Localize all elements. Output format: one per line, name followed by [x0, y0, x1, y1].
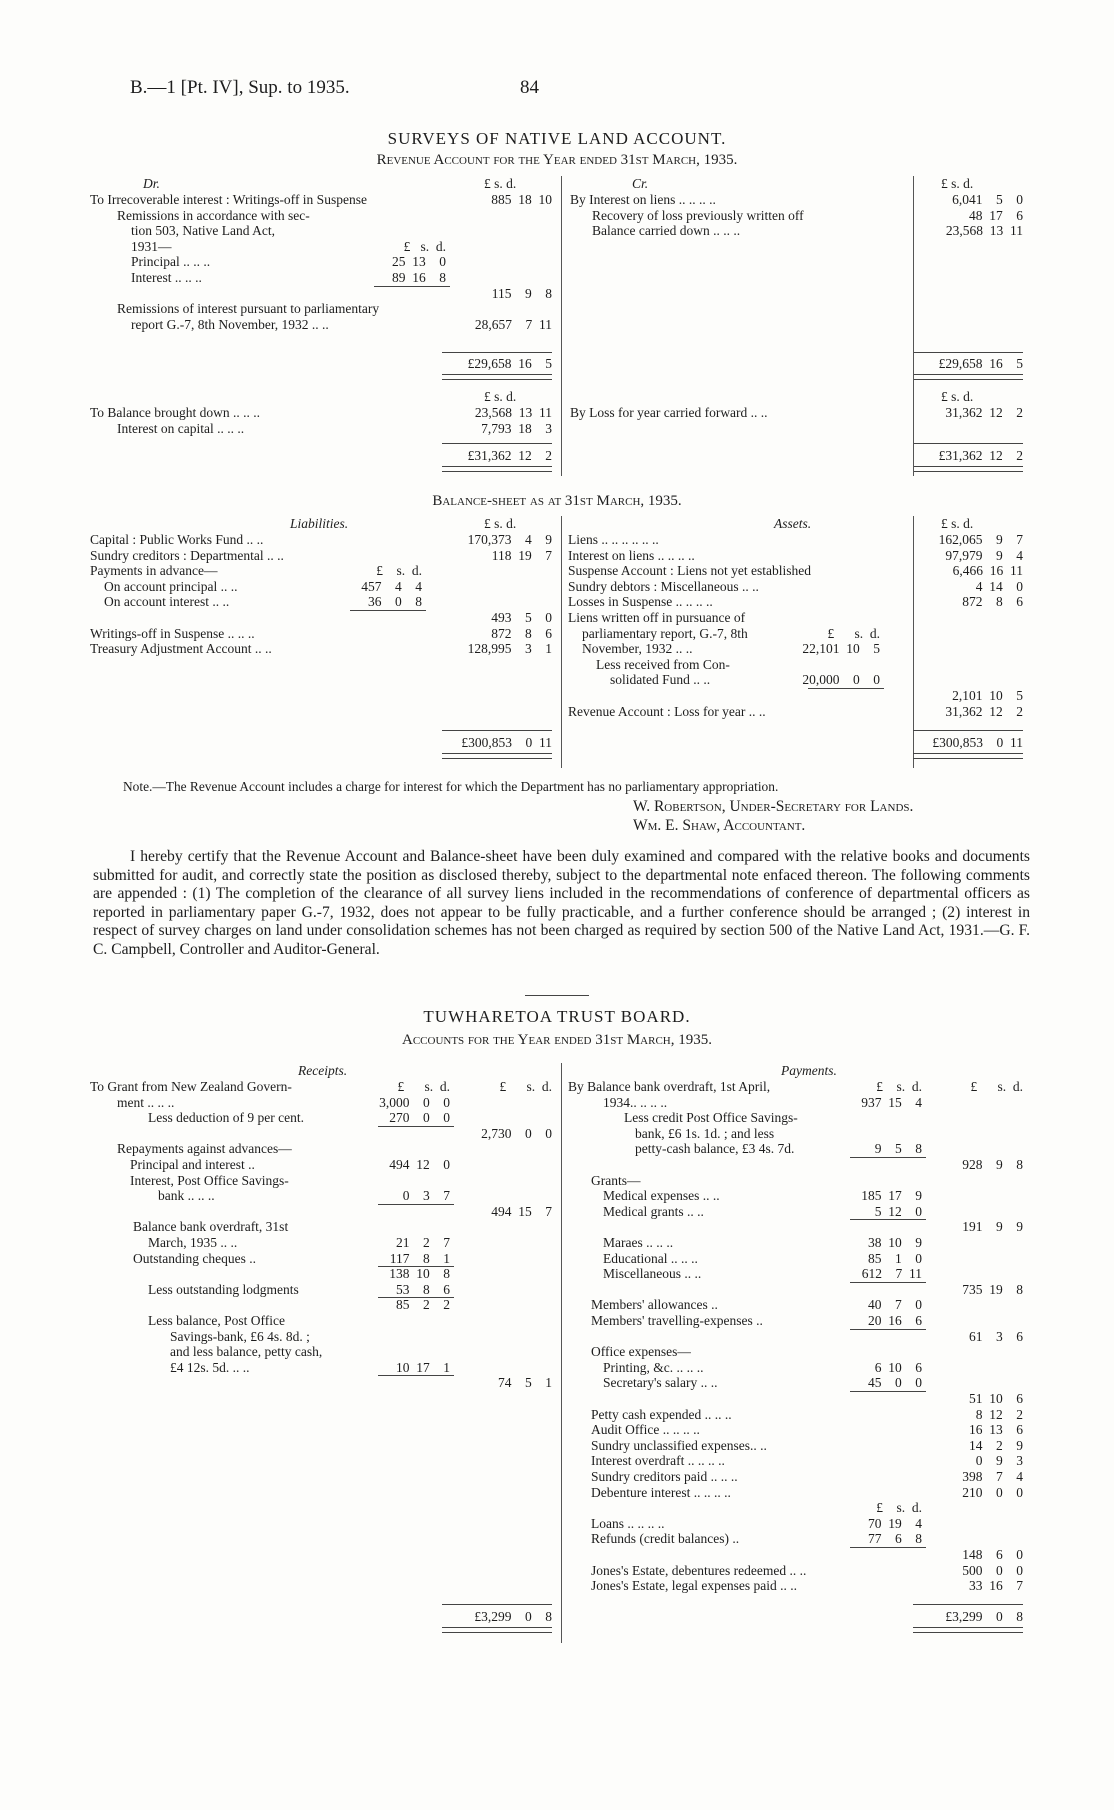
- ledger-label: Interest, Post Office Savings-: [130, 1172, 289, 1188]
- ledger-sub-amount: 89 16 8: [392, 270, 446, 285]
- ledger-sub-amount: 85 2 2: [396, 1297, 450, 1313]
- ledger-label: Less credit Post Office Savings-: [624, 1110, 798, 1126]
- ledger-label: To Grant from New Zealand Govern-: [90, 1079, 292, 1094]
- audit-certificate: I hereby certify that the Revenue Account and Balance-sheet have been duly examined and compared with the relative books and documents submitted for audit, and correctly state the position as disclosed thereby, subject to the departmental note enfaced thereon. The following comments are appended : (1) The completion of the clearance of all survey liens included in the recommendations of conference of departmental officers as reported in parliamentary paper G.-7, 1932, does not appear to be fully practicable, and a further conference should be arranged ; (2) interest in respect of survey charges on land under consolidation schemes has not been charged as required by section 500 of the Native Land Act, 1931.—G. F. C. Campbell, Controller and Auditor-General.: [93, 848, 1030, 958]
- note: Note.—The Revenue Account includes a charge for interest for which the Department has no parliamentary appropriation.: [123, 779, 779, 794]
- ledger-label: Balance carried down .. .. ..: [592, 223, 741, 239]
- ledger-label: Liens .. .. .. .. .. ..: [568, 532, 659, 547]
- ledger-label: Writings-off in Suspense .. .. ..: [90, 625, 255, 641]
- ledger-amount: 31,362 12 2: [945, 405, 1023, 420]
- liabilities-label: Liabilities.: [290, 516, 349, 531]
- ledger-label: Interest .. .. ..: [131, 270, 202, 285]
- ledger-sub-amount: 38 10 9: [868, 1235, 922, 1250]
- ledger-sub-amount: 270 0 0: [389, 1110, 450, 1126]
- ledger-label: bank, £6 1s. 1d. ; and less: [635, 1125, 775, 1141]
- ledger-label: Members' allowances ..: [591, 1297, 718, 1313]
- ledger-label: Losses in Suspense .. .. .. ..: [568, 594, 713, 610]
- ledger-amount: 48 17 6: [969, 207, 1023, 223]
- payments-label: Payments.: [781, 1063, 837, 1078]
- ledger-label: Grants—: [591, 1172, 641, 1188]
- ledger-label: petty-cash balance, £3 4s. 7d.: [635, 1141, 795, 1157]
- ledger-amount: 33 16 7: [969, 1578, 1023, 1594]
- ledger-sub-amount: £ s. d.: [376, 563, 422, 579]
- ledger-label: Savings-bank, £6 4s. 8d. ;: [170, 1328, 310, 1344]
- ledger-amount: 128,995 3 1: [467, 641, 552, 657]
- lsd-heading-2r: £ s. d.: [941, 389, 974, 404]
- ledger-label: Petty cash expended .. .. ..: [591, 1406, 732, 1422]
- ledger-amount: 4 14 0: [975, 578, 1023, 594]
- ledger-amount: 6,466 16 11: [952, 563, 1023, 579]
- ledger-sub-amount: 937 15 4: [861, 1094, 922, 1110]
- ledger-sub-amount: 45 0 0: [868, 1375, 922, 1391]
- ledger-label: Revenue Account : Loss for year .. ..: [568, 703, 766, 719]
- ledger-amount: 6,041 5 0: [952, 192, 1023, 207]
- ledger-amount: 170,373 4 9: [467, 532, 552, 547]
- ledger-label: Less outstanding lodgments: [148, 1281, 299, 1297]
- ledger-amount: 398 7 4: [962, 1469, 1023, 1484]
- ledger-sub-amount: 117 8 1: [389, 1250, 450, 1266]
- ledger-amount: 2,730 0 0: [481, 1125, 552, 1141]
- ledger-label: Maraes .. .. ..: [603, 1235, 674, 1250]
- ledger-sub-amount: 494 12 0: [389, 1157, 450, 1172]
- ledger-label: To Irrecoverable interest : Writings-off in Suspense: [90, 192, 367, 207]
- assets-label: Assets.: [774, 516, 812, 531]
- ledger-label: Members' travelling-expenses ..: [591, 1313, 763, 1328]
- bal-lsd-right: £ s. d.: [941, 516, 974, 531]
- ledger-amount: 885 18 10: [491, 192, 552, 207]
- balance-total-left: £300,853 0 11: [461, 735, 552, 750]
- ledger-sub-amount: 20 16 6: [868, 1313, 922, 1328]
- ledger-label: £4 12s. 5d. .. ..: [170, 1359, 250, 1375]
- ledger-sub-amount: 6 10 6: [874, 1359, 922, 1375]
- ledger-sub-amount: 36 0 8: [368, 594, 422, 610]
- ledger-label: To Balance brought down .. .. ..: [90, 405, 261, 420]
- bal-lsd-left: £ s. d.: [484, 516, 517, 531]
- ledger-label: parliamentary report, G.-7, 8th: [582, 625, 748, 641]
- ledger-sub-amount: 21 2 7: [396, 1235, 450, 1250]
- ledger-label: Principal and interest ..: [130, 1157, 255, 1172]
- ledger-amount: 2,101 10 5: [952, 688, 1023, 703]
- ledger-amount: 210 0 0: [962, 1484, 1023, 1500]
- ledger-label: Remissions in accordance with sec-: [117, 207, 310, 223]
- ledger-label: 1934.. .. .. ..: [603, 1094, 668, 1110]
- ledger-amount: 872 8 6: [962, 594, 1023, 610]
- ledger-label: 1931—: [131, 238, 172, 254]
- ledger-amount: 31,362 12 2: [945, 703, 1023, 719]
- ledger-label: Secretary's salary .. ..: [603, 1375, 718, 1391]
- ledger-sub-amount: 25 13 0: [392, 254, 446, 270]
- ledger-label: tion 503, Native Land Act,: [131, 223, 275, 239]
- ledger-label: Interest on liens .. .. .. ..: [568, 547, 695, 563]
- ledger-label: bank .. .. ..: [158, 1188, 215, 1204]
- ledger-amount: 23,568 13 11: [474, 405, 552, 420]
- ledger-label: Less received from Con-: [596, 656, 730, 672]
- ledger-amount: 872 8 6: [491, 625, 552, 641]
- dr-label: Dr.: [143, 176, 160, 191]
- ledger-sub-amount: £ s. d.: [397, 1079, 450, 1094]
- ledger-label: By Interest on liens .. .. .. ..: [570, 192, 716, 207]
- ledger-amount: 7,793 18 3: [481, 420, 552, 436]
- ledger-sub-amount: 70 19 4: [868, 1515, 922, 1531]
- ledger-sub-amount: 5 12 0: [874, 1203, 922, 1219]
- ledger-amount: 735 19 8: [962, 1281, 1023, 1297]
- ledger-amount: 61 3 6: [969, 1328, 1023, 1344]
- ledger-sub-amount: 22,101 10 5: [802, 641, 880, 657]
- ledger-label: November, 1932 .. ..: [582, 641, 693, 657]
- ledger-amount: 191 9 9: [962, 1219, 1023, 1235]
- ledger-amount: 162,065 9 7: [938, 532, 1023, 547]
- ledger-label: Payments in advance—: [90, 563, 218, 579]
- ledger-label: Repayments against advances—: [117, 1141, 292, 1157]
- ledger-label: Sundry debtors : Miscellaneous .. ..: [568, 578, 759, 594]
- ledger-amount: 23,568 13 11: [945, 223, 1023, 239]
- ledger-amount: 14 2 9: [969, 1437, 1023, 1453]
- ledger-amount: £ s. d.: [970, 1079, 1023, 1094]
- surveys-total-right: £29,658 16 5: [938, 356, 1023, 371]
- ledger-amount: 74 5 1: [498, 1375, 552, 1391]
- ledger-sub-amount: £ s. d.: [876, 1079, 922, 1094]
- ledger-label: Miscellaneous .. ..: [603, 1266, 702, 1282]
- ledger-label: By Loss for year carried forward .. ..: [570, 405, 768, 420]
- ledger-label: Jones's Estate, debentures redeemed .. ..: [591, 1562, 807, 1578]
- ledger-sub-amount: 40 7 0: [868, 1297, 922, 1313]
- ledger-label: Interest on capital .. .. ..: [117, 420, 245, 436]
- ledger-sub-amount: £ s. d.: [827, 625, 880, 641]
- ledger-sub-amount: 3,000 0 0: [379, 1094, 450, 1110]
- ledger-sub-amount: 85 1 0: [868, 1250, 922, 1266]
- ledger-sub-amount: £ s. d.: [403, 238, 446, 254]
- ledger-label: Sundry unclassified expenses.. ..: [591, 1437, 767, 1453]
- ledger-label: Medical expenses .. ..: [603, 1188, 720, 1204]
- ledger-label: Remissions of interest pursuant to parliamentary: [117, 301, 380, 317]
- ledger-amount: 51 10 6: [969, 1391, 1023, 1406]
- ledger-amount: 115 9 8: [491, 285, 552, 301]
- ledger-sub-amount: 612 7 11: [861, 1266, 922, 1282]
- ledger-label: ment .. .. ..: [117, 1094, 175, 1110]
- ledger-amount: 148 6 0: [962, 1547, 1023, 1562]
- ledger-amount: 28,657 7 11: [474, 316, 552, 332]
- ledger-amount: 493 5 0: [491, 610, 552, 625]
- ledger-sub-amount: £ s. d.: [876, 1500, 922, 1516]
- ledger-amount: 494 15 7: [491, 1203, 552, 1219]
- page-number: 84: [520, 77, 539, 98]
- receipts-label: Receipts.: [298, 1063, 348, 1078]
- tuwharetoa-total-right: £3,299 0 8: [945, 1609, 1023, 1624]
- ledger-label: Debenture interest .. .. .. ..: [591, 1484, 731, 1500]
- surveys-title: SURVEYS OF NATIVE LAND ACCOUNT.: [387, 129, 727, 148]
- ledger-sub-amount: 53 8 6: [396, 1281, 450, 1297]
- ledger-label: March, 1935 .. ..: [148, 1235, 238, 1250]
- lsd-heading: £ s. d.: [484, 176, 517, 191]
- ledger-label: Sundry creditors : Departmental .. ..: [90, 547, 284, 563]
- surveys-total2-right: £31,362 12 2: [938, 448, 1023, 463]
- ledger-sub-amount: 10 17 1: [396, 1359, 450, 1375]
- ledger-amount: 97,979 9 4: [945, 547, 1023, 563]
- ledger-label: Principal .. .. ..: [131, 254, 211, 270]
- lsd-heading-2: £ s. d.: [484, 389, 517, 404]
- ledger-sub-amount: 9 5 8: [874, 1141, 922, 1157]
- ledger-label: On account interest .. ..: [104, 594, 230, 610]
- signature-shaw: Wm. E. Shaw, Accountant.: [633, 817, 806, 834]
- surveys-total2-left: £31,362 12 2: [467, 448, 552, 463]
- ledger-label: By Balance bank overdraft, 1st April,: [568, 1079, 771, 1094]
- ledger-label: report G.-7, 8th November, 1932 .. ..: [131, 316, 329, 332]
- ledger-amount: 500 0 0: [962, 1562, 1023, 1578]
- ledger-label: Interest overdraft .. .. .. ..: [591, 1453, 725, 1469]
- ledger-sub-amount: 138 10 8: [389, 1266, 450, 1282]
- ledger-label: Capital : Public Works Fund .. ..: [90, 532, 264, 547]
- ledger-sub-amount: 20,000 0 0: [802, 672, 880, 688]
- ledger-label: Outstanding cheques ..: [133, 1250, 256, 1266]
- ledger-label: Recovery of loss previously written off: [592, 207, 804, 223]
- ledger-label: Balance bank overdraft, 31st: [133, 1219, 289, 1235]
- ledger-label: Printing, &c. .. .. ..: [603, 1359, 704, 1375]
- ledger-amount: 0 9 3: [975, 1453, 1023, 1469]
- ledger-label: and less balance, petty cash,: [170, 1344, 323, 1360]
- tuwharetoa-subtitle: Accounts for the Year ended 31st March, 1935.: [402, 1032, 712, 1048]
- tuwharetoa-title: TUWHARETOA TRUST BOARD.: [423, 1007, 691, 1026]
- signature-robertson: W. Robertson, Under-Secretary for Lands.: [633, 798, 914, 815]
- ledger-label: Medical grants .. ..: [603, 1203, 704, 1219]
- ledger-label: Less balance, Post Office: [148, 1313, 285, 1328]
- ledger-label: Educational .. .. ..: [603, 1250, 698, 1266]
- ledger-label: Liens written off in pursuance of: [568, 610, 746, 625]
- subtotal-rule: [350, 610, 426, 611]
- cr-label: Cr.: [632, 176, 649, 191]
- ledger-sub-amount: 457 4 4: [361, 578, 422, 594]
- ledger-sub-amount: 185 17 9: [861, 1188, 922, 1204]
- ledger-amount: £ s. d.: [499, 1079, 552, 1094]
- lsd-heading-right: £ s. d.: [941, 176, 974, 191]
- ledger-sub-amount: 0 3 7: [402, 1188, 450, 1204]
- balance-total-right: £300,853 0 11: [932, 735, 1023, 750]
- ledger-label: On account principal .. ..: [104, 578, 238, 594]
- balance-title: Balance-sheet as at 31st March, 1935.: [432, 493, 682, 509]
- ledger-label: Office expenses—: [591, 1344, 691, 1360]
- page-reference: B.—1 [Pt. IV], Sup. to 1935.: [130, 77, 350, 98]
- ledger-label: Less deduction of 9 per cent.: [148, 1110, 304, 1126]
- ledger-amount: 118 19 7: [491, 547, 552, 563]
- ledger-label: Treasury Adjustment Account .. ..: [90, 641, 272, 657]
- ledger-label: solidated Fund .. ..: [610, 672, 711, 688]
- ledger-label: Audit Office .. .. .. ..: [591, 1422, 700, 1438]
- subtotal-rule: [808, 688, 884, 689]
- ledger-label: Suspense Account : Liens not yet established: [568, 563, 811, 579]
- surveys-subtitle: Revenue Account for the Year ended 31st March, 1935.: [376, 152, 738, 168]
- ledger-label: Sundry creditors paid .. .. ..: [591, 1469, 738, 1484]
- ledger-amount: 8 12 2: [975, 1406, 1023, 1422]
- surveys-total-left: £29,658 16 5: [467, 356, 552, 371]
- ledger-label: Jones's Estate, legal expenses paid .. ..: [591, 1578, 798, 1594]
- ledger-amount: 16 13 6: [969, 1422, 1023, 1438]
- ledger-label: Refunds (credit balances) ..: [591, 1531, 740, 1547]
- tuwharetoa-total-left: £3,299 0 8: [474, 1609, 552, 1624]
- ledger-sub-amount: 77 6 8: [868, 1531, 922, 1547]
- ledger-amount: 928 9 8: [962, 1157, 1023, 1172]
- ledger-label: Loans .. .. .. ..: [591, 1515, 665, 1531]
